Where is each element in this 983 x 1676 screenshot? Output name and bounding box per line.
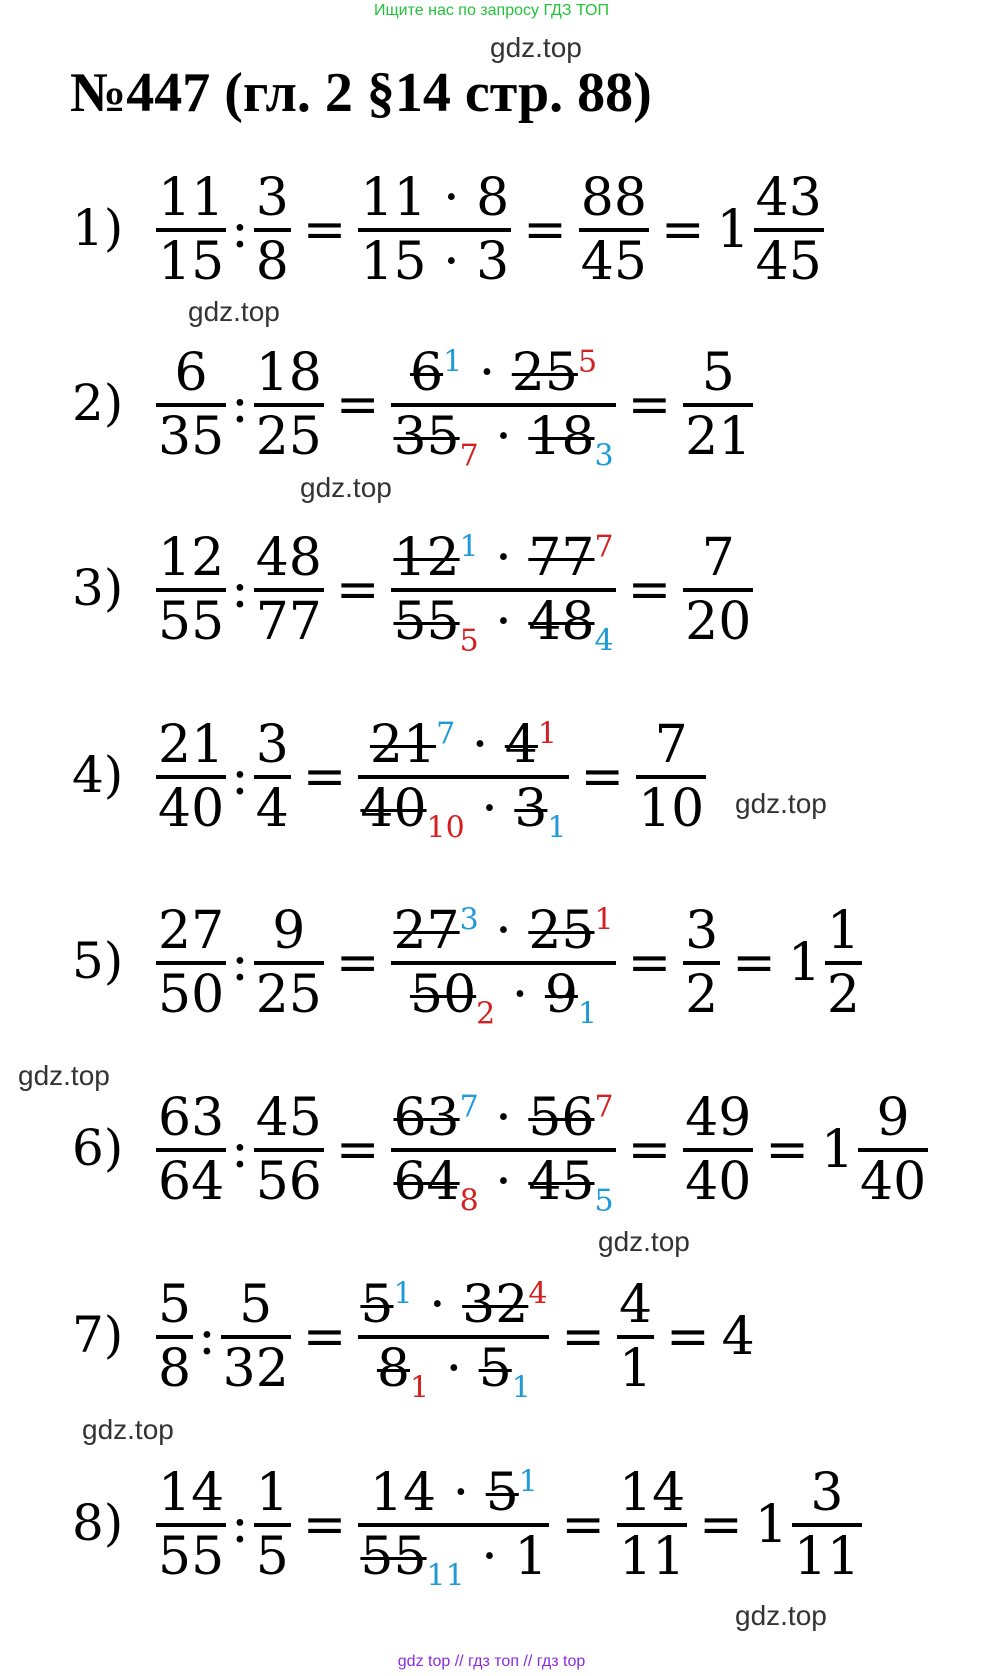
whole-part: 1 <box>787 933 821 993</box>
top-banner: Ищите нас по запросу ГДЗ ТОП <box>374 2 609 19</box>
equals-sign: = <box>627 375 672 435</box>
numerator: 14 <box>158 1463 225 1523</box>
denominator: 40 <box>685 1152 752 1212</box>
struck-number: 25 <box>511 343 578 403</box>
denominator: 50 <box>158 965 225 1025</box>
problem-expression <box>152 1450 866 1600</box>
numerator: 48 <box>255 528 322 588</box>
denominator: 1 <box>619 1339 653 1399</box>
denominator: 40 <box>860 1152 927 1212</box>
numerator: 5 <box>158 1275 192 1335</box>
numerator: 6 <box>174 343 208 403</box>
reduced-number: 1 <box>393 1276 413 1312</box>
fraction-mixed <box>754 168 824 292</box>
fraction-a <box>156 168 226 292</box>
numerator: 1 <box>255 1463 289 1523</box>
problem-expression <box>152 702 710 852</box>
equals-sign: = <box>523 200 567 260</box>
reduced-number: 7 <box>594 1089 614 1125</box>
fraction-b <box>254 528 324 652</box>
numerator: $5^1 \cdot 32^4$ <box>360 1275 548 1335</box>
struck-number: 8 <box>376 1339 410 1399</box>
watermark: gdz.top <box>735 788 827 819</box>
numerator: $21^7 \cdot 4^1$ <box>369 715 557 775</box>
whole-part: 1 <box>716 200 750 260</box>
reduced-number: 7 <box>594 529 614 565</box>
problem-label: 5) <box>72 932 124 990</box>
numerator: 43 <box>755 168 822 228</box>
reduced-number: 1 <box>443 344 463 380</box>
fraction-mixed <box>858 1088 928 1212</box>
numerator: $27^3 \cdot 25^1$ <box>393 901 614 961</box>
problem-label: 2) <box>72 374 124 432</box>
equals-sign: = <box>335 933 380 993</box>
struck-number: 6 <box>409 343 444 403</box>
fraction-mixed <box>792 1463 862 1587</box>
equals-sign: = <box>302 1307 347 1367</box>
fraction-product <box>391 528 615 659</box>
numerator: 63 <box>158 1088 225 1148</box>
fraction-result <box>683 901 720 1025</box>
equals-sign: = <box>561 1495 605 1555</box>
reduced-number: 5 <box>459 623 479 659</box>
numerator: 18 <box>255 343 322 403</box>
division-sign: : <box>231 1120 249 1180</box>
denominator: 40 <box>158 779 225 839</box>
struck-number: 55 <box>393 592 460 652</box>
reduced-number: 8 <box>459 1183 479 1219</box>
denominator: $40_{10} \cdot 3_1$ <box>360 779 567 846</box>
problem-expression <box>152 888 866 1038</box>
watermark: gdz.top <box>300 472 392 503</box>
numerator: 11 · 8 <box>360 168 510 228</box>
equals-sign: = <box>561 1307 605 1367</box>
fraction-product <box>391 343 615 474</box>
fraction-product <box>358 1275 549 1406</box>
denominator: 8 <box>255 232 289 292</box>
whole-part: 1 <box>754 1495 788 1555</box>
struck-number: 5 <box>485 1463 519 1523</box>
struck-number: 45 <box>528 1152 595 1212</box>
numerator: 12 <box>158 528 225 588</box>
equals-sign: = <box>732 933 776 993</box>
fraction-b <box>221 1275 291 1399</box>
struck-number: 21 <box>369 715 437 775</box>
struck-number: 64 <box>393 1152 460 1212</box>
denominator: 35 <box>158 407 225 467</box>
denominator: 25 <box>255 407 322 467</box>
fraction-result <box>683 1088 753 1212</box>
problem-label: 7) <box>72 1306 124 1364</box>
struck-number: 50 <box>409 965 477 1025</box>
numerator: 49 <box>685 1088 752 1148</box>
denominator: 8 <box>158 1339 192 1399</box>
denominator: 56 <box>255 1152 322 1212</box>
fraction-result <box>617 1463 687 1587</box>
fraction-product <box>391 1088 615 1219</box>
reduced-number: 7 <box>436 716 456 752</box>
numerator: 5 <box>239 1275 273 1335</box>
reduced-number: 3 <box>594 438 614 474</box>
reduced-number: 11 <box>426 1558 465 1594</box>
reduced-number: 1 <box>537 716 557 752</box>
reduced-number: 4 <box>528 1276 548 1312</box>
page-title: №447 (гл. 2 §14 стр. 88) <box>70 62 652 124</box>
reduced-number: 1 <box>518 1464 538 1500</box>
division-sign: : <box>231 933 249 993</box>
struck-number: 63 <box>393 1088 460 1148</box>
numerator: 1 <box>826 901 861 961</box>
denominator: 11 <box>619 1527 686 1587</box>
denominator: $50_2 \cdot 9_1$ <box>409 965 598 1032</box>
division-sign: : <box>231 747 249 807</box>
reduced-number: 5 <box>594 1183 614 1219</box>
watermark: gdz.top <box>18 1060 110 1091</box>
numerator: 3 <box>810 1463 844 1523</box>
footer-links[interactable]: gdz top // гдз топ // гдз top <box>397 1653 586 1670</box>
equals-sign: = <box>302 200 347 260</box>
equals-sign: = <box>302 747 347 807</box>
denominator: 21 <box>685 407 752 467</box>
numerator: 14 <box>619 1463 686 1523</box>
fraction-result <box>683 528 753 652</box>
equals-sign: = <box>335 1120 380 1180</box>
numerator: 5 <box>701 343 735 403</box>
denominator: $55_{11} \cdot 1$ <box>360 1527 548 1594</box>
numerator: 9 <box>876 1088 910 1148</box>
denominator: $64_8 \cdot 45_5$ <box>393 1152 614 1219</box>
reduced-number: 1 <box>410 1370 430 1406</box>
struck-number: 5 <box>478 1339 512 1399</box>
whole-part: 1 <box>820 1120 854 1180</box>
equals-sign: = <box>660 200 705 260</box>
denominator: 77 <box>255 592 322 652</box>
struck-number: 3 <box>514 779 548 839</box>
struck-number: 5 <box>360 1275 394 1335</box>
fraction-result <box>579 168 649 292</box>
reduced-number: 1 <box>594 902 614 938</box>
watermark: gdz.top <box>735 1600 827 1631</box>
watermark: gdz.top <box>82 1414 174 1445</box>
problem-expression <box>152 330 757 480</box>
denominator: 4 <box>255 779 289 839</box>
fraction-a <box>156 715 226 839</box>
struck-number: 18 <box>528 407 595 467</box>
equals-sign: = <box>765 1120 809 1180</box>
struck-number: 40 <box>360 779 427 839</box>
equals-sign: = <box>627 933 672 993</box>
numerator: 7 <box>654 715 688 775</box>
struck-number: 77 <box>528 528 595 588</box>
equals-sign: = <box>335 375 380 435</box>
fraction-b <box>254 168 291 292</box>
numerator: 4 <box>619 1275 653 1335</box>
division-sign: : <box>231 200 249 260</box>
fraction-product <box>358 715 568 846</box>
denominator: $8_1 \cdot 5_1$ <box>376 1339 531 1406</box>
struck-number: 4 <box>504 715 538 775</box>
struck-number: 12 <box>393 528 460 588</box>
fraction-b <box>254 715 291 839</box>
fraction-a <box>156 528 226 652</box>
fraction-a <box>156 1275 193 1399</box>
denominator: 64 <box>158 1152 225 1212</box>
final-value: 4 <box>721 1307 755 1367</box>
numerator: 3 <box>255 168 289 228</box>
fraction-product <box>391 901 615 1032</box>
division-sign: : <box>231 560 249 620</box>
numerator: 3 <box>255 715 289 775</box>
denominator: 20 <box>685 592 752 652</box>
denominator: $55_5 \cdot 48_4$ <box>393 592 614 659</box>
division-sign: : <box>231 375 249 435</box>
numerator: 27 <box>158 901 225 961</box>
denominator: 45 <box>755 232 822 292</box>
denominator: 55 <box>158 592 225 652</box>
problem-label: 1) <box>72 199 124 257</box>
problem-expression <box>152 515 757 665</box>
fraction-b <box>254 901 324 1025</box>
division-sign: : <box>198 1307 216 1367</box>
numerator: $12^1 \cdot 77^7$ <box>393 528 614 588</box>
number: 1 <box>514 1527 548 1587</box>
denominator: 2 <box>685 965 719 1025</box>
numerator: 88 <box>580 168 647 228</box>
denominator: 15 <box>158 232 225 292</box>
reduced-number: 3 <box>459 902 479 938</box>
numerator: 21 <box>158 715 225 775</box>
denominator: 11 <box>793 1527 861 1587</box>
fraction-b <box>254 343 324 467</box>
reduced-number: 2 <box>476 996 496 1032</box>
fraction-b <box>254 1463 291 1587</box>
denominator: 2 <box>826 965 861 1025</box>
watermark: gdz.top <box>598 1226 690 1257</box>
fraction-mixed <box>825 901 862 1025</box>
fraction-b <box>254 1088 324 1212</box>
problem-expression <box>152 1075 932 1225</box>
equals-sign: = <box>335 560 380 620</box>
numerator: 7 <box>701 528 735 588</box>
reduced-number: 1 <box>459 529 479 565</box>
fraction-product <box>358 168 511 292</box>
fraction-a <box>156 1088 226 1212</box>
struck-number: 35 <box>393 407 460 467</box>
reduced-number: 4 <box>594 623 614 659</box>
reduced-number: 10 <box>426 810 465 846</box>
reduced-number: 1 <box>511 1370 531 1406</box>
watermark: gdz.top <box>490 32 582 63</box>
numerator: 9 <box>272 901 306 961</box>
problem-label: 4) <box>72 746 124 804</box>
numerator: 11 <box>158 168 225 228</box>
denominator: 55 <box>158 1527 225 1587</box>
numerator: 45 <box>255 1088 322 1148</box>
equals-sign: = <box>580 747 625 807</box>
denominator: 25 <box>255 965 322 1025</box>
fraction-a <box>156 343 226 467</box>
numerator: 3 <box>685 901 719 961</box>
equals-sign: = <box>627 1120 672 1180</box>
struck-number: 56 <box>528 1088 595 1148</box>
struck-number: 9 <box>544 965 578 1025</box>
watermark: gdz.top <box>188 296 280 327</box>
fraction-a <box>156 901 226 1025</box>
fraction-result <box>683 343 753 467</box>
fraction-result <box>617 1275 654 1399</box>
reduced-number: 7 <box>459 438 479 474</box>
denominator: 5 <box>255 1527 289 1587</box>
numerator: $63^7 \cdot 56^7$ <box>393 1088 614 1148</box>
struck-number: 25 <box>528 901 595 961</box>
denominator: 10 <box>638 779 705 839</box>
problem-label: 8) <box>72 1494 124 1552</box>
division-sign: : <box>231 1495 249 1555</box>
fraction-product <box>358 1463 549 1594</box>
denominator: $35_7 \cdot 18_3$ <box>393 407 614 474</box>
problem-label: 3) <box>72 559 124 617</box>
equals-sign: = <box>302 1495 347 1555</box>
struck-number: 27 <box>393 901 460 961</box>
denominator: 15 · 3 <box>360 232 510 292</box>
reduced-number: 1 <box>547 810 567 846</box>
reduced-number: 1 <box>577 996 598 1032</box>
equals-sign: = <box>699 1495 743 1555</box>
problem-expression <box>152 1262 755 1412</box>
problem-label: 6) <box>72 1119 124 1177</box>
fraction-result <box>636 715 706 839</box>
struck-number: 32 <box>462 1275 529 1335</box>
problem-expression <box>152 155 828 305</box>
numerator: $14 \cdot 5^1$ <box>369 1463 538 1523</box>
fraction-a <box>156 1463 226 1587</box>
denominator: 45 <box>580 232 647 292</box>
denominator: 32 <box>222 1339 289 1399</box>
equals-sign: = <box>627 560 672 620</box>
struck-number: 48 <box>528 592 595 652</box>
reduced-number: 7 <box>459 1089 479 1125</box>
number: 14 <box>369 1463 437 1523</box>
equals-sign: = <box>666 1307 710 1367</box>
reduced-number: 5 <box>577 344 598 380</box>
numerator: $6^1 \cdot 25^5$ <box>409 343 598 403</box>
struck-number: 55 <box>360 1527 427 1587</box>
